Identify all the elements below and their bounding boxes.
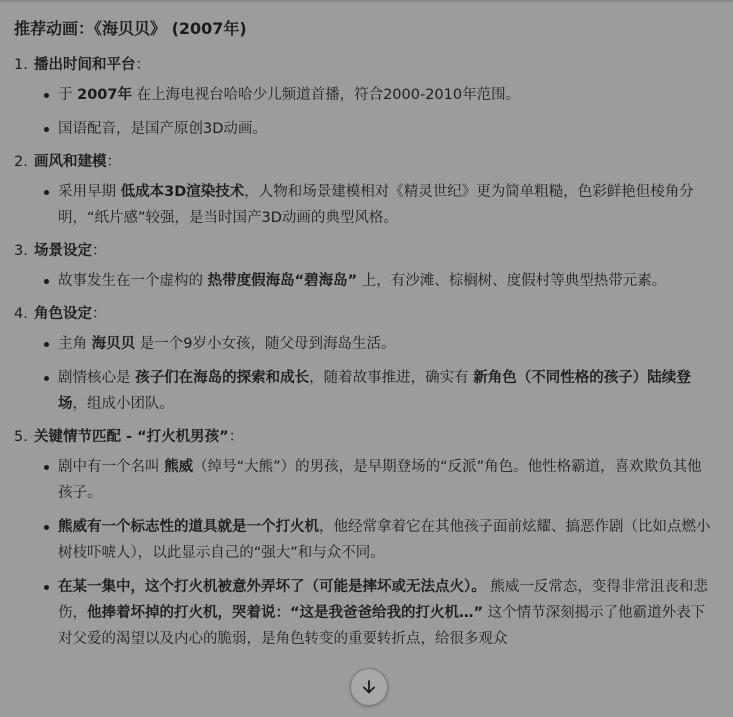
section-colon: ：: [135, 57, 150, 73]
bold-text: 孩子们在海岛的探索和成长: [135, 370, 310, 386]
bullet-dot-icon: [44, 190, 49, 195]
body-text: ，他经常拿着它在其他孩子面前炫耀、搞恶作剧（比如点燃小树枝吓唬人），以此显示自己的“强大”和与众不同。: [58, 519, 711, 561]
body-text: 这个情节深刻揭示了他霸道外表下对父爱的渴望以及内心的脆弱，是角色转变的重要转折点，给很多观众: [58, 605, 706, 647]
section-title: 关键情节匹配 - “打火机男孩”: [34, 429, 229, 445]
section-item: [14, 150, 714, 231]
response-title: 推荐动画：《海贝贝》 (2007年): [14, 19, 247, 38]
section-colon: ：: [92, 243, 107, 259]
section-title: 角色设定: [34, 306, 92, 322]
bold-text: 熊威有一个标志性的道具就是一个打火机: [58, 519, 319, 535]
bullet-dot-icon: [44, 127, 49, 132]
section-item: [14, 239, 714, 294]
body-text: 主角: [58, 336, 92, 352]
bullet-item: [14, 268, 714, 294]
section-title: 画风和建模: [34, 154, 107, 170]
bold-text: 熊威: [164, 459, 194, 475]
bullet-dot-icon: [44, 279, 49, 284]
section-number: 3.: [14, 243, 28, 259]
section-heading: [14, 53, 714, 74]
body-text: 故事发生在一个虚构的: [58, 273, 208, 289]
bold-text: 在某一集中，这个打火机被意外弄坏了（可能是摔坏或无法点火）。: [58, 579, 486, 595]
bold-text: 2007年: [77, 87, 132, 103]
bold-text: 海贝贝: [91, 336, 136, 352]
section-heading: [14, 425, 714, 446]
section-item: [14, 425, 714, 652]
body-text: 上，有沙滩、棕榈树、度假村等典型热带元素。: [357, 273, 667, 289]
section-number: 5.: [14, 429, 28, 445]
section-colon: ：: [106, 154, 121, 170]
bullet-dot-icon: [44, 525, 49, 530]
section-list: [14, 53, 714, 652]
section-colon: ：: [228, 429, 244, 445]
body-text: 在上海电视台哈哈少儿频道首播，符合2000-2010年范围。: [131, 87, 521, 103]
body-text: 是一个9岁小女孩，随父母到海岛生活。: [135, 336, 396, 352]
section-colon: ：: [92, 306, 107, 322]
body-text: 于: [58, 87, 78, 103]
section-number: 2.: [14, 154, 28, 170]
bullet-dot-icon: [44, 93, 49, 98]
body-text: ，组成小团队。: [72, 396, 174, 412]
bold-text: 热带度假海岛“碧海岛”: [207, 273, 358, 289]
arrow-down-icon: [361, 679, 377, 695]
body-text: ，随着故事推进，确实有: [309, 370, 474, 386]
bullet-list: [14, 82, 714, 142]
body-text: （绰号“大熊”）的男孩，是早期登场的“反派”角色。他性格霸道，喜欢欺负其他孩子。: [58, 459, 702, 501]
section-number: 4.: [14, 306, 28, 322]
section-number: 1.: [14, 57, 28, 73]
section-item: [14, 302, 714, 417]
bullet-item: [14, 116, 714, 142]
section-heading: [14, 239, 714, 260]
section-heading: [14, 150, 714, 171]
top-divider: [0, 0, 733, 2]
bold-text: 他捧着坏掉的打火机，哭着说：“这是我爸爸给我的打火机…”: [87, 605, 484, 621]
bullet-item: [14, 179, 714, 231]
scroll-to-bottom-button[interactable]: [350, 668, 388, 706]
bullet-item: [14, 574, 714, 652]
body-text: 国语配音，是国产原创3D动画。: [58, 121, 267, 137]
body-text: 剧情核心是: [58, 370, 136, 386]
body-text: 剧中有一个名叫: [58, 459, 165, 475]
bullet-dot-icon: [44, 342, 49, 347]
bold-text: 低成本3D渲染技术: [120, 184, 245, 200]
chat-response: [14, 12, 714, 660]
bullet-item: [14, 331, 714, 357]
bullet-dot-icon: [44, 376, 49, 381]
bullet-dot-icon: [44, 465, 49, 470]
bullet-list: [14, 268, 714, 294]
bullet-item: [14, 365, 714, 417]
bullet-list: [14, 454, 714, 652]
bullet-item: [14, 454, 714, 506]
section-item: [14, 53, 714, 142]
body-text: 熊威一反常态，变得非常沮丧和悲伤，: [58, 579, 708, 621]
bullet-dot-icon: [44, 585, 49, 590]
bold-text: 新角色（不同性格的孩子）陆续登场: [58, 370, 691, 412]
body-text: 采用早期: [58, 184, 121, 200]
bullet-item: [14, 514, 714, 566]
bullet-item: [14, 82, 714, 108]
section-title: 场景设定: [34, 243, 92, 259]
body-text: ，人物和场景建模相对《精灵世纪》更为简单粗糙，色彩鲜艳但棱角分明，“纸片感”较强，是当时国产3D动画的典型风格。: [58, 184, 694, 226]
section-title: 播出时间和平台: [34, 57, 136, 73]
bullet-list: [14, 331, 714, 417]
section-heading: [14, 302, 714, 323]
bullet-list: [14, 179, 714, 231]
